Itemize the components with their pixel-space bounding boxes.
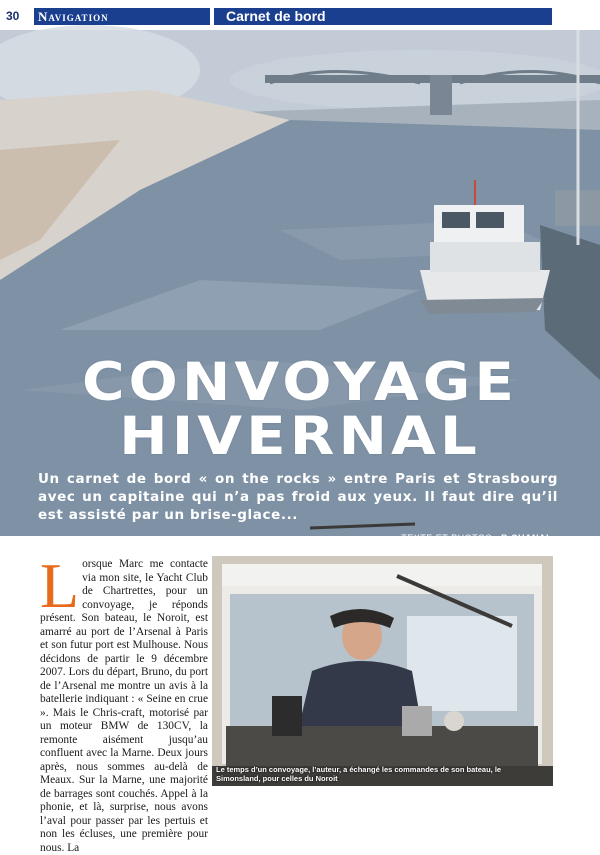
page-number: 30	[6, 9, 20, 23]
photo-caption: Le temps d’un convoyage, l’auteur, a échangé les commandes de son bateau, le Simonsland, pour celles du Noroit	[216, 765, 502, 783]
boat-cabin-scene	[212, 556, 553, 786]
subsection-banner: Carnet de bord	[214, 8, 552, 25]
article-title-line-2: HIVERNAL	[119, 405, 481, 467]
cabin-photo	[212, 556, 553, 786]
article-text: orsque Marc me contacte via mon site, le Yacht Club de Chartrettes, pour un convoyage, je réponds présent. Son bateau, le Noroit, est amarré au port de l’Arsenal à Paris et son futur port est Mulhouse. Nous décidons de partir le 9 décembre 2007. Lors du départ, Bruno, du port de l’Arsenal me montre un avis à la batellerie indiquant : « Seine en crue ». Mais le Chris-craft, motorisé par un moteur BMW de 130CV, la remonte aisément jusqu’au confluent avec la Marne. Deux jours après, nous sommes au-delà de Meaux. Sur la Marne, une majorité de barrages sont couchés. Appel à la phonie, et là, surprise, nous avons l’aval pour passer par les pertuis et non les écluses, une première pour nous. La	[40, 558, 208, 854]
article-intro: Un carnet de bord « on the rocks » entre Paris et Strasbourg avec un capitaine qui n’a pas froid aux yeux. Il faut dire qu’il est assisté par un brise-glace...	[38, 471, 558, 523]
photo-credit	[401, 533, 552, 543]
credit-label: TEXTE ET PHOTOS :	[401, 533, 498, 543]
drop-cap: L	[40, 550, 80, 621]
hero-photo	[0, 30, 600, 543]
article-title-line-1: CONVOYAGE	[81, 351, 519, 413]
credit-author: B.CHANAL	[501, 533, 552, 543]
section-banner: Navigation	[34, 8, 210, 25]
article-body	[40, 550, 208, 854]
